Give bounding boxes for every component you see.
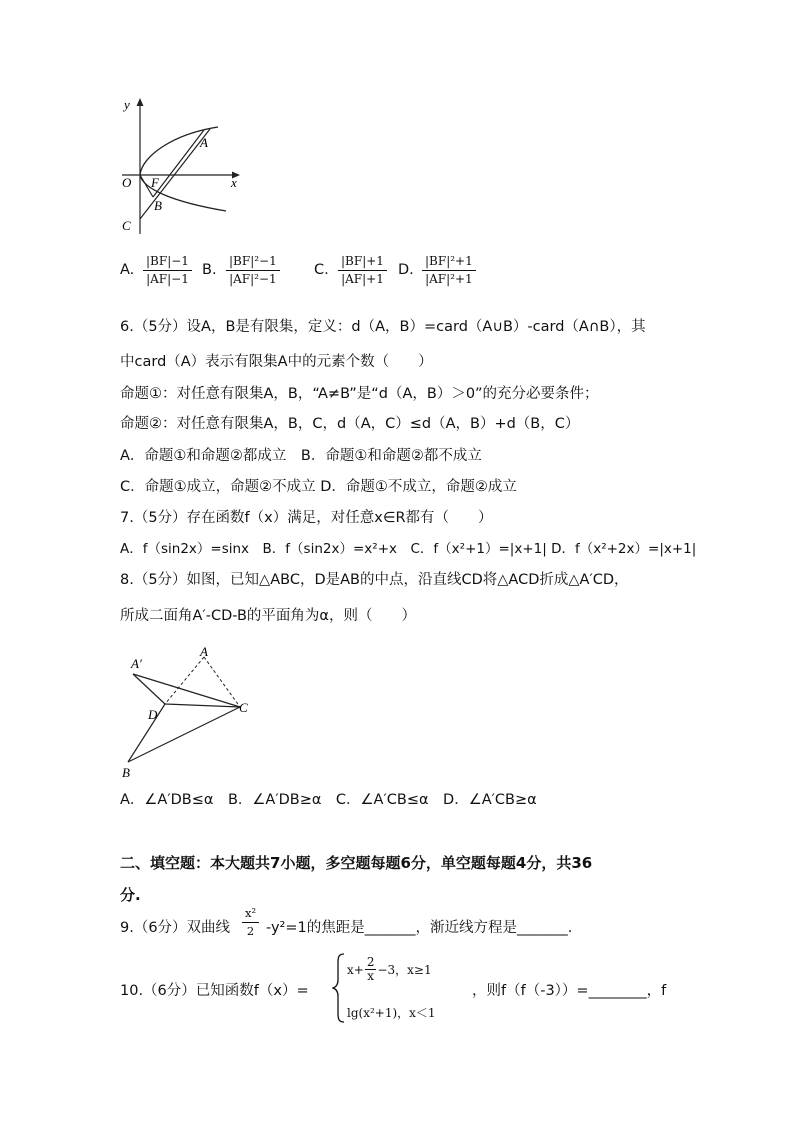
q5-option-b-label: B. — [202, 262, 217, 278]
q6-line-4: 命题②：对任意有限集A，B，C，d（A，C）≤d（A，B）+d（B，C） — [120, 416, 580, 432]
label-C: C — [239, 700, 248, 715]
q5-option-d-label: D. — [398, 262, 414, 278]
numerator: |BF|²+1 — [422, 254, 476, 271]
q6-line-1: 6.（5分）设A，B是有限集，定义：d（A，B）=card（A∪B）-card（A∩B），其 — [120, 319, 646, 335]
denominator: x — [367, 969, 375, 983]
label-F: F — [151, 175, 159, 190]
piecewise-case-2: lg(x²+1)，x＜1 — [347, 1006, 436, 1020]
section-heading-cont: 分. — [120, 886, 141, 904]
q10-suffix: ，则f（f（-3））=________，f — [472, 983, 667, 999]
numerator: |BF|+1 — [338, 254, 387, 271]
label-D: D — [148, 707, 158, 722]
label-C: C — [122, 218, 131, 233]
q10-prefix: 10.（6分）已知函数f（x）= — [120, 983, 309, 999]
q8-options: A．∠A′DB≤α B．∠A′DB≥α C．∠A′CB≤α D．∠A′CB≥α — [120, 792, 537, 808]
numerator: |BF|²−1 — [226, 254, 280, 271]
section-heading: 二、填空题：本大题共7小题，多空题每题6分，单空题每题4分，共36 — [120, 854, 593, 872]
numerator: 2 — [366, 955, 375, 969]
piecewise-brace — [332, 952, 346, 1024]
denominator: 2 — [246, 924, 255, 938]
q5-option-a-label: A. — [120, 262, 135, 278]
q6-options-cd: C．命题①成立，命题②不成立 D．命题①不成立，命题②成立 — [120, 479, 517, 495]
q6-line-2: 中card（A）表示有限集A中的元素个数（ ） — [120, 354, 433, 370]
label-A: A — [200, 644, 208, 659]
label-B: B — [154, 198, 162, 213]
case1-fraction — [365, 956, 377, 983]
label-O: O — [122, 175, 132, 190]
q7-stem: 7.（5分）存在函数f（x）满足，对任意x∈R都有（ ） — [120, 510, 493, 526]
parabola-figure — [118, 94, 248, 236]
q9-fraction — [242, 906, 259, 939]
denominator: |AF|−1 — [146, 272, 189, 286]
q7-options: A．f（sin2x）=sinx B．f（sin2x）=x²+x C．f（x²+1）=|x+1| D．f（x²+2x）=|x+1| — [120, 541, 697, 557]
q5-option-d-fraction — [422, 254, 476, 287]
piecewise-case-1 — [347, 956, 432, 983]
label-A: A — [200, 135, 208, 150]
folded-triangle-figure — [118, 644, 263, 780]
q6-line-3: 命题①：对任意有限集A，B，“A≠B”是“d（A，B）＞0”的充分必要条件； — [120, 386, 599, 402]
q9-suffix: -y²=1的焦距是_______，渐近线方程是_______. — [266, 920, 573, 936]
q6-options-ab: A．命题①和命题②都成立 B．命题①和命题②都不成立 — [120, 448, 482, 464]
case1-rest: −3，x≥1 — [377, 963, 432, 977]
q5-option-c-fraction — [338, 254, 387, 287]
label-B: B — [122, 765, 130, 780]
numerator: x² — [242, 906, 259, 923]
q5-option-a-fraction — [143, 254, 192, 287]
q5-option-b-fraction — [226, 254, 280, 287]
label-x: x — [231, 175, 237, 190]
denominator: |AF|²+1 — [425, 272, 473, 286]
q9-prefix: 9.（6分）双曲线 — [120, 920, 231, 936]
q8-line-1: 8.（5分）如图，已知△ABC，D是AB的中点，沿直线CD将△ACD折成△A′CD， — [120, 572, 629, 588]
denominator: |AF|+1 — [341, 272, 384, 286]
q8-line-2: 所成二面角A′-CD-B的平面角为α，则（ ） — [120, 608, 416, 624]
numerator: |BF|−1 — [143, 254, 192, 271]
label-A-prime: A′ — [131, 656, 142, 671]
denominator: |AF|²−1 — [229, 272, 277, 286]
label-y: y — [124, 97, 130, 112]
case1-term: x+ — [347, 962, 364, 977]
q5-option-c-label: C. — [314, 262, 329, 278]
